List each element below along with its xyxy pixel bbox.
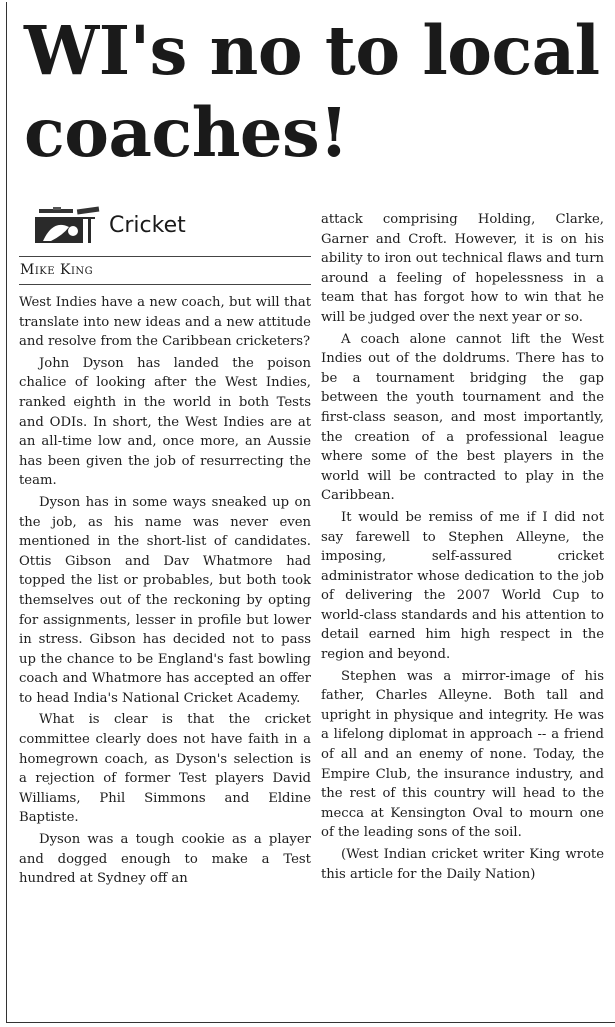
left-column bbox=[19, 200, 311, 889]
column-rule-bottom bbox=[6, 1022, 615, 1023]
body-paragraph: attack comprising Holding, Clarke, Garner and Croft. However, it is on his ability to iron out technical flaws and turn around a feeling of hopelessness in a team that has forgot how to win that he will be judged over the next year or so. bbox=[321, 212, 604, 325]
body-paragraph: (West Indian cricket writer King wrote this article for the Daily Nation) bbox=[321, 847, 604, 882]
cricket-bat-ball-logo-icon bbox=[33, 205, 103, 245]
body-paragraph: What is clear is that the cricket committee clearly does not have faith in a homegrown coach, as Dyson's selection is a rejection of former Test players David Williams, Phil Simmons and Eldine Baptiste. bbox=[19, 712, 311, 826]
body-paragraph: Dyson has in some ways sneaked up on the job, as his name was never even mentioned in the short-list of candidates. Ottis Gibson and Dav Whatmore had topped the list or probables, but both took themselves out of the reckoning by opting for assignments, lesser in profile but lower in stress. Gibson has decided not to pass up the chance to be England's fast bowling coach and Whatmore has accepted an offer to head India's National Cricket Academy. bbox=[19, 494, 311, 706]
body-paragraph: Dyson was a tough cookie as a player and dogged enough to make a Test hundred at Sydney off an bbox=[19, 832, 311, 887]
body-paragraph: Stephen was a mirror-image of his father, Charles Alleyne. Both tall and upright in physique and integrity. He was a lifelong diplomat in approach -- a friend of all and an enemy of none. Today, the Empire Club, the insurance industry, and the rest of this country will head to the mecca at Kensington Oval to mourn one of the leading sons of the soil. bbox=[321, 668, 604, 841]
body-paragraph: John Dyson has landed the poison chalice of looking after the West Indies, ranked eighth in the world in both Tests and ODIs. In short, the West Indies are at an all-time low and, once more, an Aussie has been given the job of resurrecting the team. bbox=[19, 355, 311, 489]
byline bbox=[19, 257, 311, 284]
body-paragraph: It would be remiss of me if I did not say farewell to Stephen Alleyne, the imposing, self-assured cricket administrator whose dedication to the job of delivering the 2007 World Cup to world-class standards and his attention to detail earned him high respect in the region and beyond. bbox=[321, 509, 604, 663]
body-paragraph: A coach alone cannot lift the West Indies out of the doldrums. There has to be a tournament bridging the gap between the youth tournament and the first-class season, and most importantly, the creation of a professional league where some of the best players in the world will be contracted to play in the Caribbean. bbox=[321, 331, 604, 504]
right-column bbox=[321, 210, 604, 884]
section-label: Cricket bbox=[109, 212, 186, 238]
byline-name: Mike King bbox=[20, 262, 94, 278]
column-rule-left bbox=[6, 2, 7, 1023]
section-header bbox=[33, 200, 311, 250]
byline-rule-bottom bbox=[19, 284, 311, 285]
headline: WI's no to local coaches! bbox=[24, 11, 600, 172]
body-paragraph: West Indies have a new coach, but will that translate into new ideas and a new attitude and resolve from the Caribbean cricketers? bbox=[19, 295, 311, 350]
